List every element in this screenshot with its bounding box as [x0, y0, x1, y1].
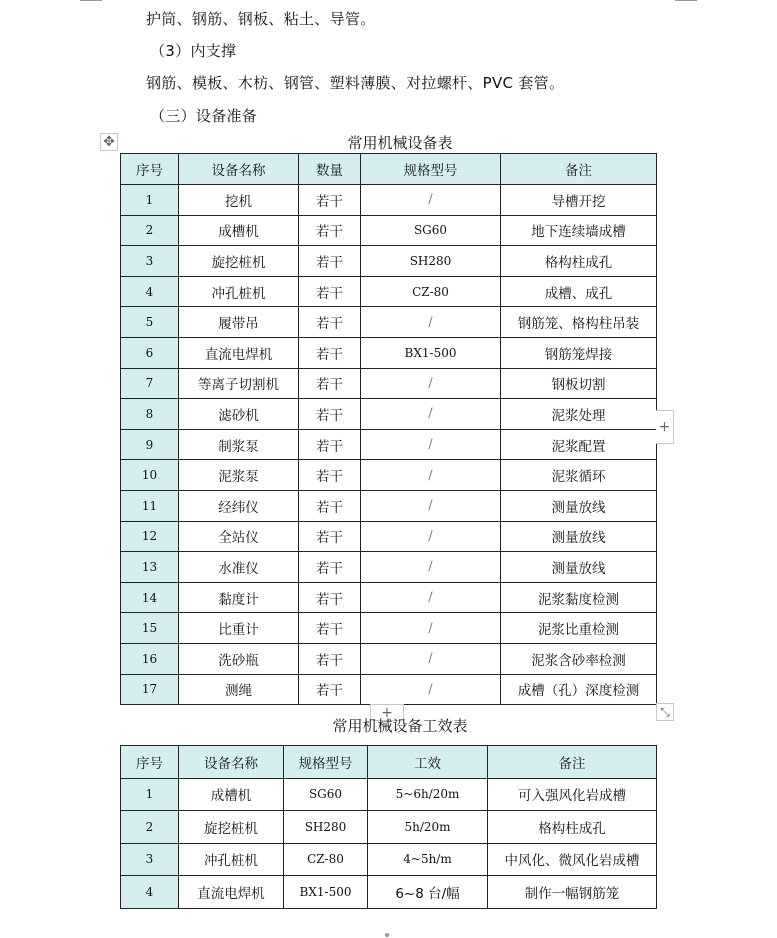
table-row [121, 246, 657, 277]
equipment-efficiency-table [120, 745, 657, 909]
table-row [121, 613, 657, 644]
table1-caption: 常用机械设备表 [347, 134, 453, 152]
table-row [121, 215, 657, 246]
table-row [121, 460, 657, 491]
cell-remarks: 钢筋笼、格构柱吊装 [501, 307, 657, 338]
cell-equipment-name: 比重计 [179, 613, 299, 644]
cell-remarks: 泥浆比重检测 [501, 613, 657, 644]
table-header-row [121, 154, 657, 185]
cell-equipment-name: 冲孔桩机 [179, 276, 299, 307]
cell-col3: 若干 [299, 399, 361, 430]
cell-col3: CZ-80 [284, 843, 368, 876]
cell-index: 16 [121, 643, 179, 674]
cell-remarks: 测量放线 [501, 490, 657, 521]
table-row [121, 811, 657, 844]
cell-col4: 6~8 台/幅 [368, 876, 488, 909]
cell-remarks: 成槽（孔）深度检测 [501, 674, 657, 705]
cell-index: 1 [121, 185, 179, 216]
cell-col3: SH280 [284, 811, 368, 844]
cell-index: 2 [121, 215, 179, 246]
cell-index: 8 [121, 399, 179, 430]
cell-remarks: 地下连续墙成槽 [501, 215, 657, 246]
cell-remarks: 中风化、微风化岩成槽 [488, 843, 657, 876]
cell-col3: 若干 [299, 337, 361, 368]
page-marker [385, 933, 389, 937]
cell-col3: 若干 [299, 674, 361, 705]
cell-remarks: 泥浆处理 [501, 399, 657, 430]
cell-col3: BX1-500 [284, 876, 368, 909]
cell-remarks: 格构柱成孔 [501, 246, 657, 277]
cell-col3: 若干 [299, 368, 361, 399]
cell-col4: / [361, 674, 501, 705]
table-row [121, 876, 657, 909]
cell-index: 3 [121, 246, 179, 277]
cell-col3: 若干 [299, 246, 361, 277]
table-row [121, 429, 657, 460]
cell-remarks: 测量放线 [501, 521, 657, 552]
cell-equipment-name: 测绳 [179, 674, 299, 705]
cell-index: 3 [121, 843, 179, 876]
cell-equipment-name: 滤砂机 [179, 399, 299, 430]
cell-col4: / [361, 429, 501, 460]
cell-index: 10 [121, 460, 179, 491]
table-row [121, 185, 657, 216]
header-spec-model: 规格型号 [284, 746, 368, 779]
cell-remarks: 泥浆黏度检测 [501, 582, 657, 613]
cell-col4: / [361, 643, 501, 674]
add-row-plus-icon[interactable]: + [370, 704, 404, 721]
cell-col4: SH280 [361, 246, 501, 277]
cell-equipment-name: 经纬仪 [179, 490, 299, 521]
header-spec-model: 规格型号 [361, 154, 501, 185]
cell-col4: / [361, 552, 501, 583]
cell-col3: 若干 [299, 429, 361, 460]
cell-index: 4 [121, 876, 179, 909]
cell-col4: / [361, 521, 501, 552]
header-index: 序号 [121, 154, 179, 185]
cell-remarks: 导槽开挖 [501, 185, 657, 216]
cell-equipment-name: 成槽机 [179, 215, 299, 246]
cell-equipment-name: 成槽机 [179, 778, 284, 811]
section-heading-inner-support: （3）内支撑 [150, 42, 237, 60]
cell-index: 5 [121, 307, 179, 338]
cell-remarks: 制作一幅钢筋笼 [488, 876, 657, 909]
table-row [121, 337, 657, 368]
cell-col3: 若干 [299, 276, 361, 307]
section-heading-equipment: （三）设备准备 [150, 107, 258, 125]
page-top-mark-right [675, 0, 697, 1]
cell-remarks: 泥浆含砂率检测 [501, 643, 657, 674]
table-row [121, 674, 657, 705]
cell-index: 6 [121, 337, 179, 368]
cell-col4: / [361, 582, 501, 613]
table-row [121, 307, 657, 338]
cell-col4: CZ-80 [361, 276, 501, 307]
cell-index: 13 [121, 552, 179, 583]
cell-equipment-name: 制浆泵 [179, 429, 299, 460]
add-column-plus-icon[interactable]: + [656, 410, 674, 444]
cell-col4: / [361, 368, 501, 399]
cell-remarks: 泥浆配置 [501, 429, 657, 460]
cell-index: 11 [121, 490, 179, 521]
cell-equipment-name: 履带吊 [179, 307, 299, 338]
table-row [121, 582, 657, 613]
table-row [121, 521, 657, 552]
cell-col3: 若干 [299, 490, 361, 521]
table-resize-icon[interactable]: ⤡ [656, 703, 674, 721]
equipment-table [120, 153, 657, 705]
table-row [121, 276, 657, 307]
cell-index: 17 [121, 674, 179, 705]
cell-equipment-name: 洗砂瓶 [179, 643, 299, 674]
cell-equipment-name: 冲孔桩机 [179, 843, 284, 876]
cell-equipment-name: 直流电焊机 [179, 876, 284, 909]
header-quantity: 数量 [299, 154, 361, 185]
cell-equipment-name: 黏度计 [179, 582, 299, 613]
cell-equipment-name: 直流电焊机 [179, 337, 299, 368]
header-index: 序号 [121, 746, 179, 779]
cell-equipment-name: 等离子切割机 [179, 368, 299, 399]
table-row [121, 643, 657, 674]
table-row [121, 368, 657, 399]
cell-equipment-name: 旋挖桩机 [179, 246, 299, 277]
cell-col3: 若干 [299, 521, 361, 552]
cell-col3: 若干 [299, 552, 361, 583]
table-row [121, 843, 657, 876]
cell-col4: / [361, 307, 501, 338]
cell-col4: 4~5h/m [368, 843, 488, 876]
cell-equipment-name: 挖机 [179, 185, 299, 216]
table-row [121, 552, 657, 583]
material-list-line: 护筒、钢筋、钢板、粘土、导管。 [146, 10, 376, 28]
cell-col4: / [361, 185, 501, 216]
cell-col4: 5h/20m [368, 811, 488, 844]
header-remarks: 备注 [501, 154, 657, 185]
cell-index: 4 [121, 276, 179, 307]
header-equipment-name: 设备名称 [179, 154, 299, 185]
cell-col3: 若干 [299, 215, 361, 246]
cell-index: 9 [121, 429, 179, 460]
cell-col3: 若干 [299, 185, 361, 216]
cell-col3: 若干 [299, 582, 361, 613]
cell-col3: 若干 [299, 307, 361, 338]
cell-col3: 若干 [299, 460, 361, 491]
table-row [121, 490, 657, 521]
cell-remarks: 钢筋笼焊接 [501, 337, 657, 368]
cell-index: 15 [121, 613, 179, 644]
cell-index: 7 [121, 368, 179, 399]
cell-remarks: 成槽、成孔 [501, 276, 657, 307]
cell-equipment-name: 全站仪 [179, 521, 299, 552]
cell-remarks: 可入强风化岩成槽 [488, 778, 657, 811]
cell-col3: 若干 [299, 613, 361, 644]
cell-col4: BX1-500 [361, 337, 501, 368]
header-equipment-name: 设备名称 [179, 746, 284, 779]
cell-col4: 5~6h/20m [368, 778, 488, 811]
cell-index: 12 [121, 521, 179, 552]
cell-remarks: 格构柱成孔 [488, 811, 657, 844]
cell-col3: 若干 [299, 643, 361, 674]
cell-col4: / [361, 399, 501, 430]
cell-col3: SG60 [284, 778, 368, 811]
cell-remarks: 钢板切割 [501, 368, 657, 399]
table-row [121, 399, 657, 430]
cell-col4: / [361, 460, 501, 491]
cell-remarks: 泥浆循环 [501, 460, 657, 491]
cell-col4: / [361, 613, 501, 644]
cell-index: 2 [121, 811, 179, 844]
header-remarks: 备注 [488, 746, 657, 779]
cell-col4: / [361, 490, 501, 521]
table2-caption: 常用机械设备工效表 [332, 717, 468, 735]
cell-index: 14 [121, 582, 179, 613]
table-header-row [121, 746, 657, 779]
cell-remarks: 测量放线 [501, 552, 657, 583]
cell-col4: SG60 [361, 215, 501, 246]
page-top-mark-left [80, 0, 102, 1]
header-efficiency: 工效 [368, 746, 488, 779]
table-row [121, 778, 657, 811]
cell-equipment-name: 水准仪 [179, 552, 299, 583]
cell-index: 1 [121, 778, 179, 811]
cell-equipment-name: 泥浆泵 [179, 460, 299, 491]
table-move-handle-icon[interactable]: ✥ [100, 133, 118, 151]
inner-support-materials: 钢筋、模板、木枋、钢管、塑料薄膜、对拉螺杆、PVC 套管。 [146, 74, 565, 92]
cell-equipment-name: 旋挖桩机 [179, 811, 284, 844]
